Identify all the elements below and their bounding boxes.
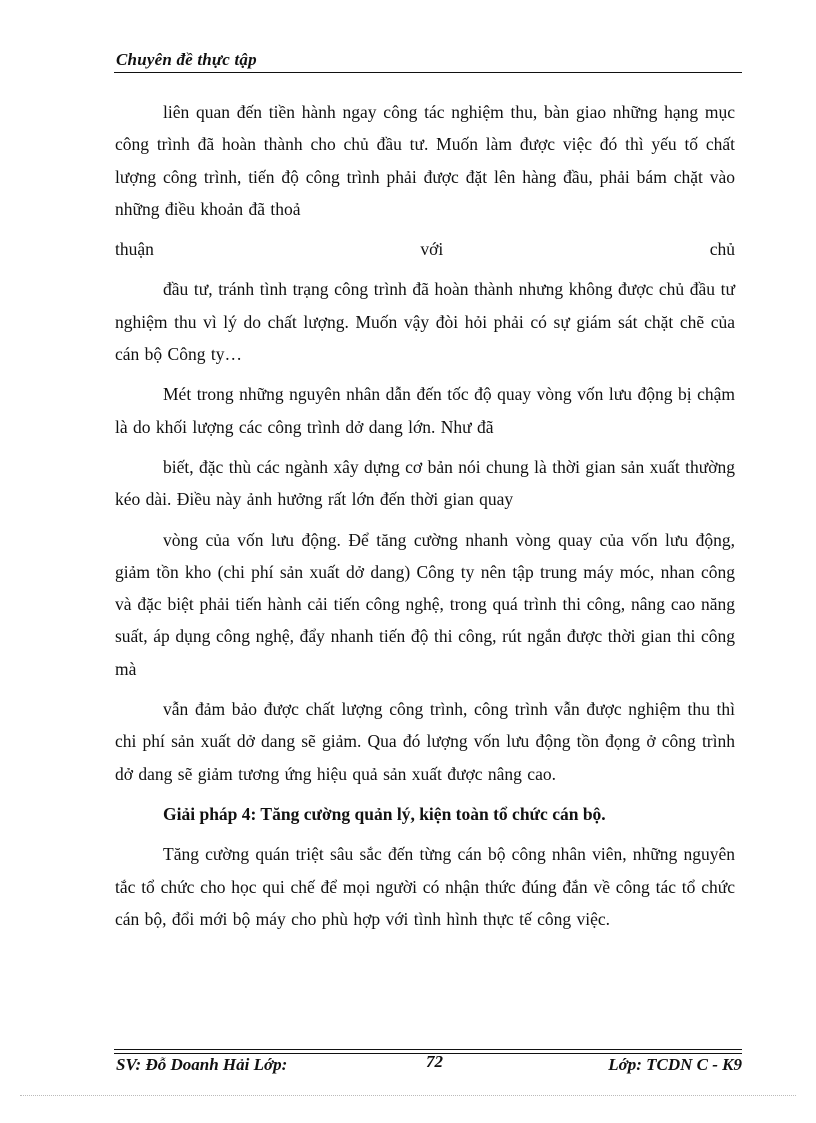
header-rule <box>114 72 742 73</box>
document-body <box>115 96 735 943</box>
running-header-title: Chuyên đề thực tập <box>116 50 257 69</box>
paragraph: vẫn đảm bảo được chất lượng công trình, công trình vẫn được nghiệm thu thì chi phí sản xuất dở dang sẽ giảm. Qua đó lượng vốn lưu động tồn đọng ở công trình dở dang sẽ giảm tương ứng hiệu quả sản xuất được nâng cao. <box>115 699 735 784</box>
paragraph: biết, đặc thù các ngành xây dựng cơ bản nói chung là thời gian sản xuất thường kéo dài. Điều này ảnh hưởng rất lớn đến thời gian quay <box>115 456 735 510</box>
paragraph: đầu tư, tránh tình trạng công trình đã hoàn thành nhưng không được chủ đầu tư nghiệm thu vì lý do chất lượng. Muốn vậy đòi hỏi phải có sự giám sát chặt chẽ của cán bộ Công ty… <box>115 279 735 365</box>
page-number: 72 <box>426 1052 443 1071</box>
footer-rule <box>114 1049 742 1050</box>
footer-student: SV: Đỗ Doanh Hải Lớp: <box>116 1055 288 1074</box>
footer-class: Lớp: TCDN C - K9 <box>608 1055 742 1074</box>
paragraph: liên quan đến tiền hành ngay công tác nghiệm thu, bàn giao những hạng mục công trình đã hoàn thành cho chủ đầu tư. Muốn làm được việc đó thì yếu tố chất lượng công trình, tiến độ công trình phải được đặt lên hàng đầu, phải bám chặt vào những điều khoản đã thoả <box>115 102 735 219</box>
paragraph: Mét trong những nguyên nhân dẫn đến tốc độ quay vòng vốn lưu động bị chậm là do khối lượng các công trình dở dang lớn. Như đã <box>115 384 735 437</box>
paragraph: Tăng cường quán triệt sâu sắc đến từng cán bộ công nhân viên, những nguyên tắc tổ chức cho học qui chế để mọi người có nhận thức đúng đắn về công tác tổ chức cán bộ, đổi mới bộ máy cho phù hợp với tình hình thực tế công việc. <box>115 844 735 929</box>
word: thuận <box>115 239 154 260</box>
word: với <box>420 239 444 260</box>
word: chủ <box>709 239 735 260</box>
paragraph: vòng của vốn lưu động. Để tăng cường nhanh vòng quay của vốn lưu động, giảm tồn kho (chi phí sản xuất dở dang) Công ty nên tập trung máy móc, nhan công và đặc biệt phải tiến hành cải tiến công nghệ, trong quá trình thi công, nâng cao năng suất, áp dụng công nghệ, đẩy nhanh tiến độ thi công, rút ngắn được thời gian thi công mà <box>115 529 735 679</box>
page-edge-divider <box>20 1095 796 1096</box>
section-heading: Giải pháp 4: Tăng cường quản lý, kiện toàn tổ chức cán bộ. <box>163 803 606 824</box>
spread-text-line <box>115 233 735 265</box>
